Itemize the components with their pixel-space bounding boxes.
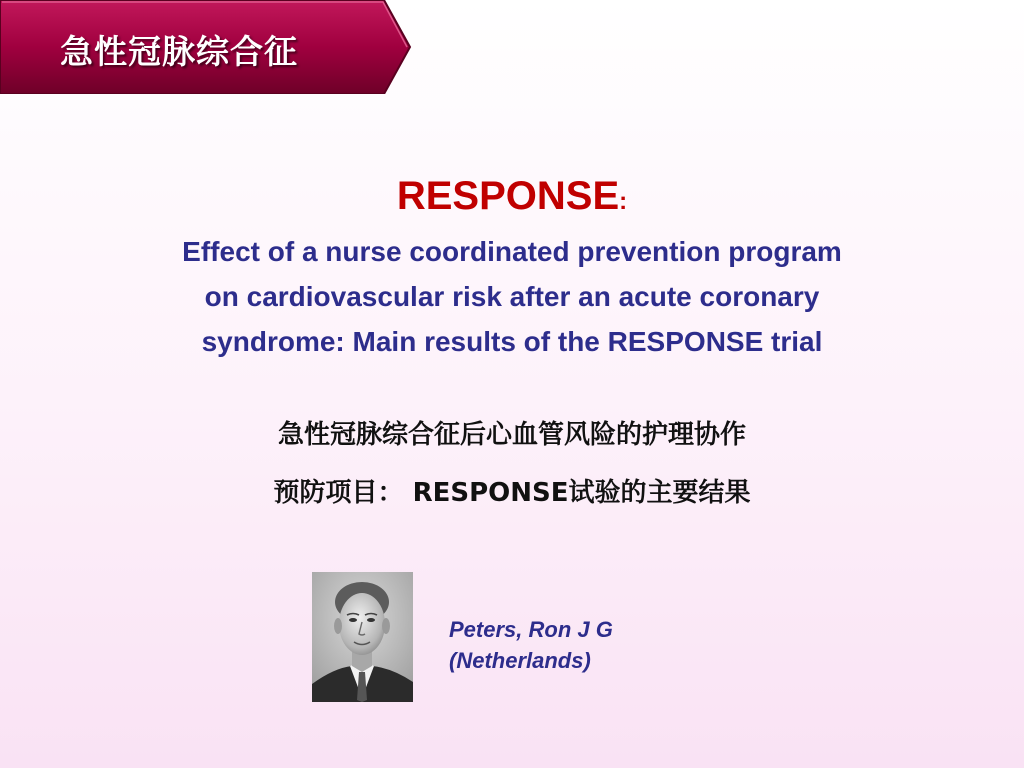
title-text: RESPONSE — [396, 174, 620, 218]
banner-title: 急性冠脉综合征 — [60, 32, 298, 71]
author-photo — [312, 572, 413, 702]
english-subtitle-line-3: syndrome: Main results of the RESPONSE trial — [201, 326, 823, 357]
author-info — [449, 614, 613, 676]
title-colon: : — [619, 188, 628, 215]
chinese-subtitle — [0, 406, 1024, 522]
english-subtitle — [62, 229, 962, 364]
slide-title — [0, 174, 1024, 219]
chinese-subtitle-line-1: 急性冠脉综合征后心血管风险的护理协作 — [277, 420, 746, 450]
english-subtitle-line-2: on cardiovascular risk after an acute coronary — [204, 281, 820, 312]
author-country: (Netherlands) — [449, 648, 591, 673]
english-subtitle-line-1: Effect of a nurse coordinated prevention program — [182, 236, 842, 267]
header-banner — [0, 0, 412, 94]
chinese-subtitle-line-2: 预防项目： RESPONSE试验的主要结果 — [273, 478, 751, 508]
portrait-image — [312, 572, 413, 702]
author-name: Peters, Ron J G — [449, 617, 613, 642]
